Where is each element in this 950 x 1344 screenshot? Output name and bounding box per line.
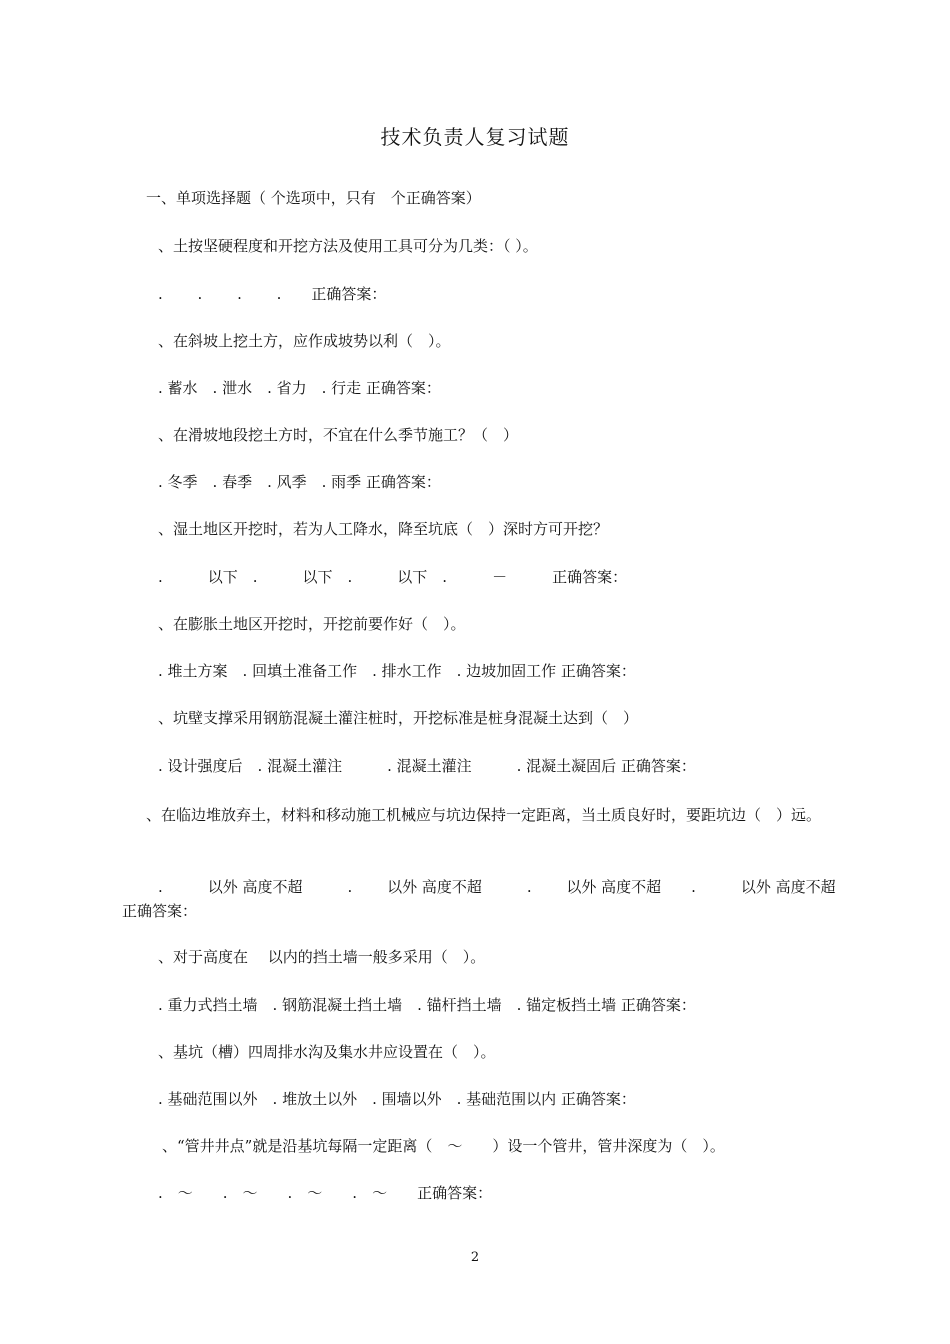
answer-options-6: . 设计强度后 . 混凝土灌注 . 混凝土灌注 . 混凝土凝固后 正确答案： <box>158 757 696 775</box>
answer-options-2: . 蓄水 . 泄水 . 省力 . 行走 正确答案： <box>158 379 441 397</box>
question-6: 、坑壁支撑采用钢筋混凝土灌注桩时，开挖标准是桩身混凝土达到（ ） <box>158 709 639 727</box>
answer-options-8: . 重力式挡土墙 . 钢筋混凝土挡土墙 . 锚杆挡土墙 . 锚定板挡土墙 正确答案： <box>158 996 696 1014</box>
answer-options-4: . 以下 . 以下 . 以下 . － 正确答案： <box>158 568 628 586</box>
question-3: 、在滑坡地段挖土方时，不宜在什么季节施工？（ ） <box>158 426 519 444</box>
answer-options-5: . 堆土方案 . 回填土准备工作 . 排水工作 . 边坡加固工作 正确答案： <box>158 662 636 680</box>
question-5: 、在膨胀土地区开挖时，开挖前要作好（ ）。 <box>158 615 466 633</box>
question-7: 、在临边堆放弃土，材料和移动施工机械应与坑边保持一定距离，当土质良好时，要距坑边（ ）远。 <box>146 806 822 824</box>
answer-options-7: . 以外 高度不超 . 以外 高度不超 . 以外 高度不超 . 以外 高度不超 正确答案： <box>122 878 866 920</box>
answer-options-9: . 基础范围以外 . 堆放土以外 . 围墙以外 . 基础范围以内 正确答案： <box>158 1090 636 1108</box>
section-heading: 一、单项选择题（ 个选项中，只有 个正确答案） <box>146 189 481 207</box>
page-number: 2 <box>470 1250 480 1265</box>
question-10: 、“管井井点”就是沿基坑每隔一定距离（ ～ ）设一个管井，管井深度为（ ）。 <box>162 1137 725 1155</box>
question-1: 、土按坚硬程度和开挖方法及使用工具可分为几类：（ ）。 <box>158 237 538 255</box>
question-4: 、湿土地区开挖时，若为人工降水，降至坑底（ ）深时方可开挖？ <box>158 520 609 538</box>
question-8: 、对于高度在 以内的挡土墙一般多采用（ ）。 <box>158 948 486 966</box>
page-title: 技术负责人复习试题 <box>380 125 570 149</box>
question-9: 、基坑（槽）四周排水沟及集水井应设置在（ ）。 <box>158 1043 496 1061</box>
answer-options-3: . 冬季 . 春季 . 风季 . 雨季 正确答案： <box>158 473 441 491</box>
question-2: 、在斜坡上挖土方，应作成坡势以利（ ）。 <box>158 332 451 350</box>
answer-options-10: . ～ . ～ . ～ . ～ 正确答案： <box>158 1184 493 1202</box>
answer-options-1: . . . . 正确答案： <box>158 285 387 303</box>
